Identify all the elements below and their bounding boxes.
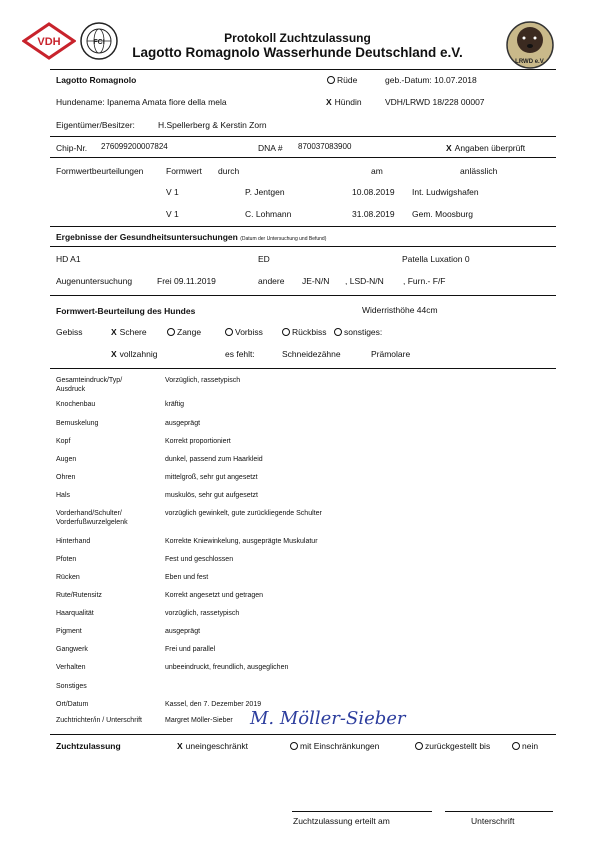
eval-col-d: am [371,166,383,176]
footer-signature-label: Unterschrift [471,816,515,826]
checked-label: Angaben überprüft [454,143,526,153]
health-subtitle: (Datum der Untersuchung und Befund) [240,236,327,242]
bite-other-radio[interactable] [334,328,342,336]
eval-row-2-event: Gem. Moosburg [412,209,473,219]
birth-date: geb.-Datum: 10.07.2018 [385,75,477,85]
bite-option-level[interactable] [167,327,201,337]
other-label: andere [258,276,285,286]
trait-value: ausgeprägt [165,420,201,427]
eval-col-c: durch [218,166,240,176]
admission-option-restricted[interactable] [290,741,379,751]
admission-no-label: nein [522,741,539,751]
fci-logo-text: FCI [93,39,105,46]
eval-row-1-event: Int. Ludwigshafen [412,187,479,197]
teeth-complete-mark: X [111,349,117,359]
bite-level-label: Zange [177,327,202,337]
trait-label: Hals [56,492,71,499]
trait-label: Kopf [56,438,71,445]
patella-result: Patella Luxation 0 [402,254,470,264]
bite-overshot-label: Vorbiss [235,327,263,337]
trait-label: Rute/Rutensitz [56,592,102,599]
admission-option-unrestricted[interactable] [177,741,248,751]
chip-label: Chip-Nr. [56,143,88,153]
trait-label: Verhalten [56,664,86,671]
footer-date-label: Zuchtzulassung erteilt am [293,816,390,826]
bite-option-undershot[interactable] [282,327,326,337]
trait-value: Korrekt angesetzt und getragen [165,592,264,599]
missing-label: es fehlt: [225,349,255,359]
trait-value: vorzüglich, rassetypisch [165,610,240,617]
ed-result: ED [258,254,270,264]
admission-unrestricted-mark: X [177,741,183,751]
eval-col-e: anlässlich [460,166,498,176]
owner-label: Eigentümer/Besitzer: [56,120,135,130]
vdh-logo-text: VDH [37,36,61,48]
trait-value: dunkel, passend zum Haarkleid [165,456,263,463]
lrwd-logo-text: LRWD e.V. [515,59,545,65]
trait-label: Gesamteindruck/Typ/ Ausdruck [56,377,123,393]
trait-value: Margret Möller-Sieber [165,717,233,724]
bite-overshot-radio[interactable] [225,328,233,336]
trait-value: kräftig [165,401,185,408]
trait-label: Bemuskelung [56,420,99,427]
trait-label: Pigment [56,628,82,635]
header-title-1: Protokoll Zuchtzulassung [224,31,371,45]
trait-label: Zuchtrichter/in / Unterschrift [56,717,142,724]
trait-value: Kassel, den 7. Dezember 2019 [165,701,262,708]
dna-number: 870037083900 [298,142,352,151]
female-option[interactable] [326,97,362,107]
trait-label: Pfoten [56,556,77,563]
chip-number: 276099200007824 [101,142,168,151]
trait-label: Haarqualität [56,610,94,617]
trait-value: Eben und fest [165,574,209,581]
male-radio[interactable] [327,76,335,84]
trait-value: Vorzüglich, rassetypisch [165,377,241,384]
missing-premolars: Prämolare [371,349,411,359]
checked-mark: X [446,143,452,153]
eval-col-a: Formwertbeurteilungen [56,166,144,176]
trait-label: Augen [56,456,77,463]
trait-label: Hinterhand [56,538,91,545]
male-label: Rüde [337,75,358,85]
eye-label: Augenuntersuchung [56,276,133,286]
bite-label: Gebiss [56,327,83,337]
bite-level-radio[interactable] [167,328,175,336]
bite-scissor-mark: X [111,327,117,337]
teeth-complete-option[interactable] [111,349,157,359]
health-title [56,232,326,242]
furn-result: , Furn.- F/F [403,276,446,286]
female-mark: X [326,97,332,107]
registration-number: VDH/LRWD 18/228 00007 [385,97,485,107]
trait-value: vorzüglich gewinkelt, gute zurückliegende Schulter [165,510,322,517]
height: Widerristhöhe 44cm [362,305,438,315]
trait-value: Korrekt proportioniert [165,438,231,445]
trait-label: Vorderhand/Schulter/ Vorderfußwurzelgelenk [56,510,128,526]
je-result: JE-N/N [302,276,330,286]
trait-value: Korrekte Kniewinkelung, ausgeprägte Muskulatur [165,538,318,545]
admission-restricted-radio[interactable] [290,742,298,750]
dna-label: DNA # [258,143,283,153]
trait-value: unbeeindruckt, freundlich, ausgeglichen [165,664,289,671]
trait-value: ausgeprägt [165,628,201,635]
bite-scissor-label: Schere [119,327,147,337]
trait-value: mittelgroß, sehr gut angesetzt [165,474,258,481]
eval-row-1-judge: P. Jentgen [245,187,285,197]
hd-result: HD A1 [56,254,81,264]
eval-row-2-date: 31.08.2019 [352,209,395,219]
eval-row-1-grade: V 1 [166,187,179,197]
female-label: Hündin [334,97,362,107]
checked-option[interactable] [446,143,525,153]
breed: Lagotto Romagnolo [56,75,137,85]
eval-row-2-grade: V 1 [166,209,179,219]
form-title: Formwert-Beurteilung des Hundes [56,306,196,316]
bite-undershot-radio[interactable] [282,328,290,336]
health-title-text: Ergebnisse der Gesundheitsuntersuchungen [56,232,238,242]
bite-option-scissor[interactable] [111,327,147,337]
footer-signature-line [445,811,553,812]
judge-signature: M. Möller-Sieber [250,708,406,729]
eval-row-1-date: 10.08.2019 [352,187,395,197]
bite-option-other[interactable] [334,327,382,337]
bite-other-label: sonstiges: [344,327,383,337]
trait-label: Gangwerk [56,646,88,653]
male-option[interactable] [327,75,357,85]
lsd-result: , LSD-N/N [345,276,384,286]
trait-label: Ort/Datum [56,701,89,708]
header-title-2: Lagotto Romagnolo Wasserhunde Deutschland e.V. [132,45,463,60]
footer-date-line [292,811,432,812]
admission-deferred-radio[interactable] [415,742,423,750]
trait-value: Frei und parallel [165,646,216,653]
trait-label: Rücken [56,574,80,581]
trait-label: Knochenbau [56,401,96,408]
bite-undershot-label: Rückbiss [292,327,327,337]
dog-name: Hundename: Ipanema Amata fiore della mela [56,97,227,107]
teeth-complete-label: vollzahnig [119,349,158,359]
eval-col-b: Formwert [166,166,202,176]
admission-restricted-label: mit Einschränkungen [300,741,380,751]
bite-option-overshot[interactable] [225,327,263,337]
admission-title: Zuchtzulassung [56,741,121,751]
trait-value: muskulös, sehr gut aufgesetzt [165,492,258,499]
eye-result: Frei 09.11.2019 [157,276,216,286]
missing-incisors: Schneidezähne [282,349,341,359]
admission-option-deferred[interactable] [415,741,490,751]
owner: H.Spellerberg & Kerstin Zorn [158,120,267,130]
admission-option-no[interactable] [512,741,538,751]
trait-value: Fest und geschlossen [165,556,234,563]
admission-no-radio[interactable] [512,742,520,750]
eval-row-2-judge: C. Lohmann [245,209,292,219]
admission-deferred-label: zurückgestellt bis [425,741,491,751]
trait-label: Ohren [56,474,76,481]
trait-label: Sonstiges [56,683,87,690]
admission-unrestricted-label: uneingeschränkt [185,741,249,751]
